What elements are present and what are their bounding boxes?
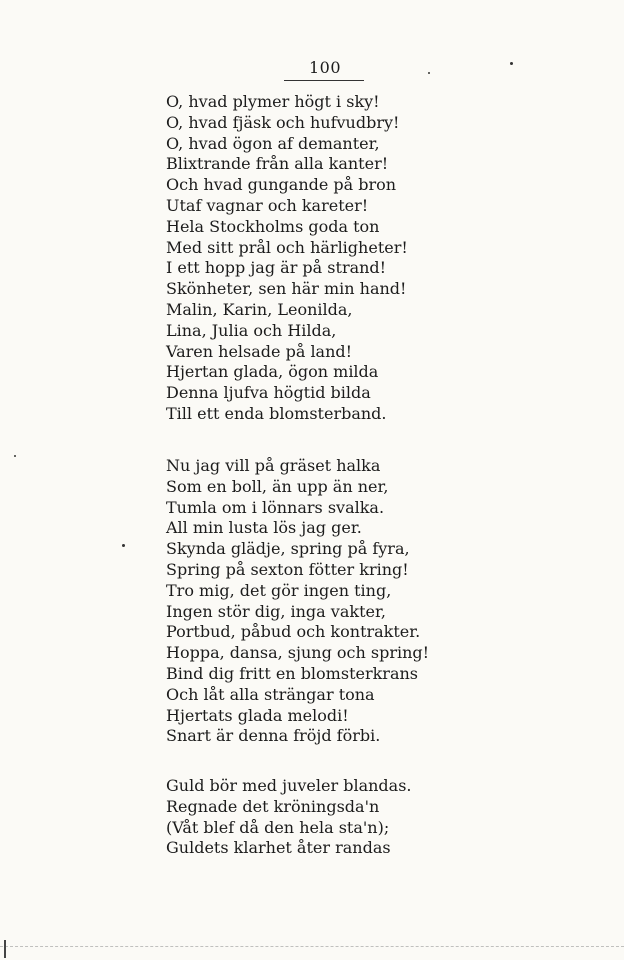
stanza-2 xyxy=(166,456,429,747)
stanza-1 xyxy=(166,92,408,425)
poem-line: Och hvad gungande på bron xyxy=(166,175,397,195)
poem-line: O, hvad fjäsk och hufvudbry! xyxy=(166,112,400,132)
page-number: 100 xyxy=(308,58,342,77)
poem-line: Guld bör med juveler blandas. xyxy=(166,776,412,795)
poem-line: Varen helsade på land! xyxy=(166,341,353,361)
poem-line: Hoppa, dansa, sjung och spring! xyxy=(166,643,430,663)
ink-speck xyxy=(122,544,125,547)
poem-line: Ingen stör dig, inga vakter, xyxy=(166,601,386,621)
poem-line: Med sitt prål och härligheter! xyxy=(166,237,408,257)
poem-line: O, hvad ögon af demanter, xyxy=(166,133,380,153)
poem-line: Skynda glädje, spring på fyra, xyxy=(166,539,410,559)
poem-line: Utaf vagnar och kareter! xyxy=(166,195,369,215)
poem-line: Tro mig, det gör ingen ting, xyxy=(166,580,392,600)
poem-line: Denna ljufva högtid bilda xyxy=(166,383,371,403)
poem-line: Som en boll, än upp än ner, xyxy=(166,476,389,496)
poem-line: Hjertats glada melodi! xyxy=(166,705,349,725)
poem-line: Snart är denna fröjd förbi. xyxy=(166,726,381,746)
poem-line: Bind dig fritt en blomsterkrans xyxy=(166,663,419,683)
stanza-3 xyxy=(166,776,411,859)
left-edge-mark xyxy=(4,940,6,958)
poem-line: Till ett enda blomsterband. xyxy=(166,403,387,423)
poem-line: Malin, Karin, Leonilda, xyxy=(166,299,353,319)
poem-line: Nu jag vill på gräset halka xyxy=(166,456,381,475)
poem-line: Hela Stockholms goda ton xyxy=(166,216,380,236)
poem-line: O, hvad plymer högt i sky! xyxy=(166,92,380,111)
poem-line: (Våt blef då den hela sta'n); xyxy=(166,817,390,837)
poem-line: Spring på sexton fötter kring! xyxy=(166,559,409,579)
poem-line: I ett hopp jag är på strand! xyxy=(166,258,387,278)
ink-speck xyxy=(510,62,513,65)
poem-line: All min lusta lös jag ger. xyxy=(166,518,362,538)
poem-line: Regnade det kröningsda'n xyxy=(166,796,380,816)
poem-line: Lina, Julia och Hilda, xyxy=(166,320,337,340)
ink-speck xyxy=(14,455,16,457)
poem-line: Guldets klarhet åter randas xyxy=(166,838,391,858)
poem-line: Skönheter, sen här min hand! xyxy=(166,279,407,299)
bottom-edge-rule xyxy=(0,946,624,948)
page-number-rule xyxy=(284,80,364,81)
poem-line: Hjertan glada, ögon milda xyxy=(166,362,379,382)
poem-line: Och låt alla strängar tona xyxy=(166,684,375,704)
poem-line: Portbud, påbud och kontrakter. xyxy=(166,622,421,642)
poem-line: Blixtrande från alla kanter! xyxy=(166,154,389,174)
poem-line: Tumla om i lönnars svalka. xyxy=(166,497,385,517)
ink-speck xyxy=(428,72,430,74)
